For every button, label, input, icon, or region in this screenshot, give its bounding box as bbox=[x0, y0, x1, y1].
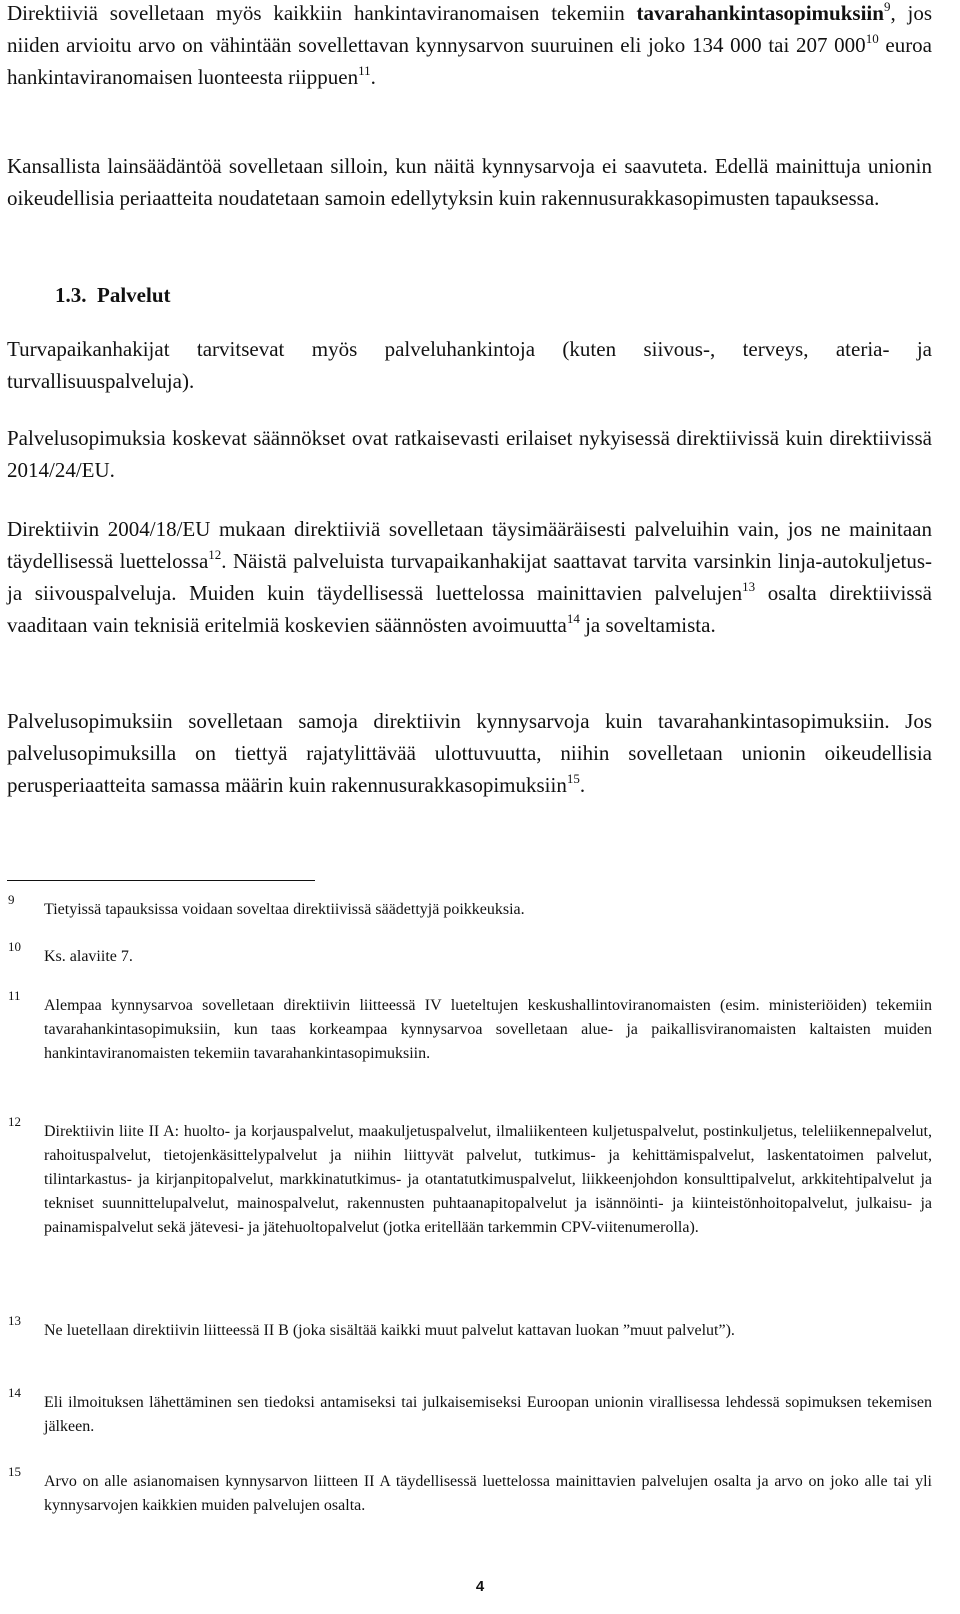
footnote-ref: 15 bbox=[566, 771, 580, 786]
footnote-number: 10 bbox=[8, 939, 21, 954]
footnote-separator bbox=[7, 880, 315, 881]
text-run: Direktiivin 2004/18/EU mukaan direktiiviä sovelletaan täysimääräisesti palveluihin vain, jos ne mainitaan täydellisessä luettelossa bbox=[7, 517, 932, 573]
paragraph-national-law: Kansallista lainsäädäntöä sovelletaan silloin, kun näitä kynnysarvoja ei saavuteta. Edellä mainittuja unionin oikeudellisia periaatteita noudatetaan samoin edellytyksin kuin rakennusurakkasopimusten tapauksessa. bbox=[7, 154, 932, 210]
text-run: . Näistä palveluista turvapaikanhakijat saattavat tarvita varsinkin linja-autokuljetus- ja siivouspalveluja. Muiden kuin täydellisessä luettelossa mainittavien palvelujen bbox=[7, 549, 932, 605]
text-run: Palvelusopimuksiin sovelletaan samoja direktiivin kynnysarvoja kuin tavarahankintasopimuksiin. Jos palvelusopimuksilla on tiettyä rajatylittävää ulottuvuutta, niihin sovelletaan unionin oikeudellisia perusperiaatteita samassa määrin kuin rakennusurakkasopimuksiin bbox=[7, 709, 932, 797]
section-heading: 1.3. Palvelut bbox=[55, 283, 171, 307]
footnote-text: Alempaa kynnysarvoa sovelletaan direktiivin liitteessä IV lueteltujen keskushallintoviranomaisten (esim. ministeriöiden) tekemiin tavarahankintasopimuksiin, kun taas korkeampaa kynnysarvoa sovelletaan alue- ja paikallisviranomaisten kaltaisten muiden hankintaviranomaisten tekemiin tavarahankintasopimuksiin. bbox=[44, 997, 932, 1062]
footnote-ref: 11 bbox=[358, 63, 371, 78]
footnote-text: Direktiivin liite II A: huolto- ja korjauspalvelut, maakuljetuspalvelut, ilmaliikenteen kuljetuspalvelut, postinkuljetus, teleliikennepalvelut, rahoituspalvelut, tietojenkäsittelypalvelut ja niihin liittyvät palvelut, tutkimus- ja kehittämispalvelut, laskentatoimen palvelut, tilintarkastus- ja kirjanpitopalvelut, markkinatutkimus- ja otantatutkimuspalvelut, liikkeenjohdon konsulttipalvelut, arkkitehtipalvelut ja tekniset suunnittelupalvelut, mainospalvelut, rakennusten puhtaanapitopalvelut ja isännöinti- ja kiinteistönhoitopalvelut, julkaisu- ja painamispalvelut sekä jätevesi- ja jätehuoltopalvelut (jotka eritellään tarkemmin CPV-viitenumerolla). bbox=[44, 1123, 932, 1236]
footnote-ref: 9 bbox=[883, 0, 891, 14]
paragraph-directive-2004 bbox=[7, 513, 932, 641]
footnote-text: Arvo on alle asianomaisen kynnysarvon liitteen II A täydellisessä luettelossa mainittavien palvelujen osalta ja arvo on joko alle tai yli kynnysarvojen kaikkien muiden palvelujen osalta. bbox=[44, 1473, 932, 1514]
footnote-text: Eli ilmoituksen lähettäminen sen tiedoksi antamiseksi tai julkaisemiseksi Euroopan unionin virallisessa lehdessä sopimuksen tekemisen jälkeen. bbox=[44, 1394, 932, 1435]
footnote-number: 12 bbox=[8, 1114, 21, 1129]
text-run: . bbox=[370, 65, 376, 89]
bold-term: tavarahankintasopimuksiin bbox=[636, 1, 884, 25]
footnote-number: 9 bbox=[8, 892, 15, 907]
paragraph-services-need: Turvapaikanhakijat tarvitsevat myös palveluhankintoja (kuten siivous-, terveys, ateria- ja turvallisuuspalveluja). bbox=[7, 337, 932, 393]
text-run: osalta direktiivissä vaaditaan vain teknisiä eritelmiä koskevien säännösten avoimuutta bbox=[7, 581, 933, 637]
footnote-text: Tietyissä tapauksissa voidaan soveltaa direktiivissä säädettyjä poikkeuksia. bbox=[44, 901, 525, 918]
footnote-number: 15 bbox=[8, 1464, 21, 1479]
footnote-number: 13 bbox=[8, 1313, 21, 1328]
text-run: ja soveltamista. bbox=[579, 613, 716, 637]
text-run: Direktiiviä sovelletaan myös kaikkiin hankintaviranomaisen tekemiin bbox=[7, 1, 637, 25]
footnote-number: 14 bbox=[8, 1385, 21, 1400]
footnote-number: 11 bbox=[8, 988, 21, 1003]
text-run: , jos niiden arvioitu arvo on vähintään sovellettavan kynnysarvon suuruinen eli joko 134 000 tai 207 000 bbox=[7, 1, 932, 57]
paragraph-service-rules: Palvelusopimuksia koskevat säännökset ovat ratkaisevasti erilaiset nykyisessä direktiivissä kuin direktiivissä 2014/24/EU. bbox=[7, 426, 932, 482]
paragraph-service-thresholds bbox=[7, 705, 932, 801]
footnote-ref: 10 bbox=[865, 31, 879, 46]
text-run: euroa hankintaviranomaisen luonteesta riippuen bbox=[7, 33, 933, 89]
text-run: . bbox=[579, 773, 586, 797]
page-number: 4 bbox=[475, 1578, 485, 1595]
footnote-ref: 12 bbox=[208, 547, 222, 562]
footnote-ref: 14 bbox=[566, 611, 580, 626]
footnote-text: Ne luetellaan direktiivin liitteessä II B (joka sisältää kaikki muut palvelut kattavan luokan ”muut palvelut”). bbox=[44, 1322, 735, 1339]
paragraph-thresholds bbox=[7, 0, 932, 93]
footnote-ref: 13 bbox=[742, 579, 756, 594]
footnote-text: Ks. alaviite 7. bbox=[44, 948, 133, 965]
